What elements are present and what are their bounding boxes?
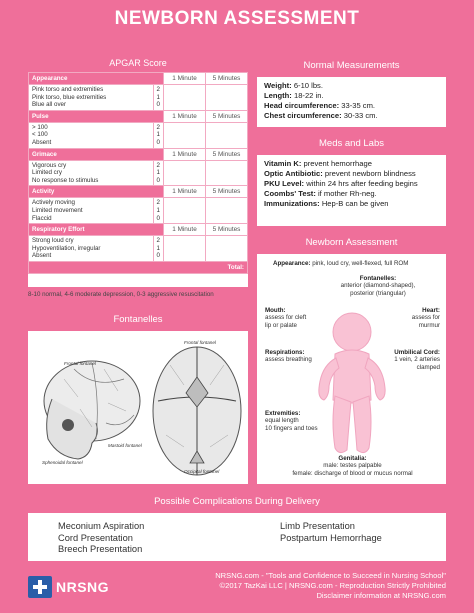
assessment-heading: Newborn Assessment bbox=[257, 232, 446, 254]
apgar-1-minute-score-cell[interactable] bbox=[164, 236, 206, 262]
brand-name: NRSNG bbox=[56, 579, 110, 595]
apgar-note: 8-10 normal, 4-6 moderate depression, 0-3 aggressive resuscitation bbox=[28, 291, 214, 298]
apgar-points: 1 bbox=[156, 93, 160, 101]
apgar-category: Pulse bbox=[29, 110, 164, 122]
apgar-points: 2 bbox=[156, 123, 160, 131]
apgar-category: Respiratory Effort bbox=[29, 224, 164, 236]
apgar-criterion: Absent bbox=[32, 252, 52, 260]
apgar-points: 0 bbox=[156, 138, 160, 146]
complications-heading: Possible Complications During Delivery bbox=[28, 491, 446, 513]
appearance-text: Appearance: pink, loud cry, well-flexed, full ROM bbox=[273, 260, 409, 267]
apgar-5-minutes-score-cell[interactable] bbox=[206, 85, 248, 111]
apgar-col-5-minutes: 5 Minutes bbox=[206, 186, 248, 198]
apgar-heading: APGAR Score bbox=[28, 55, 248, 72]
apgar-total-label: Total: bbox=[29, 261, 248, 273]
footer-line-3: Disclaimer information at NRSNG.com bbox=[316, 591, 446, 600]
footer-line-1: NRSNG.com - "Tools and Confidence to Succeed in Nursing School" bbox=[215, 571, 446, 580]
fontanelles-heading: Fontanelles bbox=[28, 309, 248, 331]
mastoid-fontanel-label: Mastoid fontanel bbox=[108, 443, 142, 448]
measurements-heading: Normal Measurements bbox=[257, 55, 446, 77]
page-title: NEWBORN ASSESSMENT bbox=[114, 8, 360, 29]
measurements-row: Head circumference: 33-35 cm. bbox=[264, 101, 376, 110]
apgar-criterion: Vigorous cry bbox=[32, 161, 67, 169]
complication-item: Limb Presentation bbox=[280, 521, 355, 531]
fontanelles-text: Fontanelles: anterior (diamond-shaped), posterior (triangular) bbox=[340, 275, 416, 297]
apgar-col-5-minutes: 5 Minutes bbox=[206, 110, 248, 122]
meds-list bbox=[257, 155, 446, 213]
measurements-panel bbox=[257, 55, 446, 127]
meds-row: Immunizations: Hep-B can be given bbox=[264, 199, 389, 208]
apgar-1-minute-score-cell[interactable] bbox=[164, 160, 206, 186]
apgar-category: Activity bbox=[29, 186, 164, 198]
complication-item: Cord Presentation bbox=[58, 532, 133, 543]
apgar-points-cell bbox=[153, 236, 163, 262]
apgar-points: 0 bbox=[156, 252, 160, 260]
complication-item: Postpartum Hemorrhage bbox=[280, 532, 382, 543]
footer-text bbox=[162, 571, 446, 601]
complication-item: Breech Presentation bbox=[58, 544, 143, 554]
apgar-criterion: Actively moving bbox=[32, 199, 75, 207]
apgar-col-5-minutes: 5 Minutes bbox=[206, 224, 248, 236]
apgar-col-1-minute: 1 Minute bbox=[164, 110, 206, 122]
apgar-criterion: Limited movement bbox=[32, 206, 83, 214]
measurements-row: Length: 18-22 in. bbox=[264, 91, 324, 100]
apgar-category: Appearance bbox=[29, 73, 164, 85]
apgar-col-5-minutes: 5 Minutes bbox=[206, 148, 248, 160]
extremities-text: Extremities: equal length 10 fingers and toes bbox=[265, 410, 318, 432]
mouth-text: Mouth: assess for cleft lip or palate bbox=[265, 307, 307, 329]
apgar-points-cell bbox=[153, 85, 163, 111]
meds-row: Optic Antibiotic: prevent newborn blindness bbox=[264, 169, 416, 178]
apgar-criterion: Strong loud cry bbox=[32, 237, 74, 245]
apgar-criterion: Flaccid bbox=[32, 214, 52, 222]
plus-icon bbox=[28, 576, 52, 598]
apgar-points: 2 bbox=[156, 199, 160, 207]
apgar-points: 0 bbox=[156, 214, 160, 222]
apgar-criterion: Hypoventilation, irregular bbox=[32, 244, 101, 252]
apgar-points: 0 bbox=[156, 176, 160, 184]
apgar-points: 1 bbox=[156, 244, 160, 252]
measurements-row: Chest circumference: 30-33 cm. bbox=[264, 111, 378, 120]
apgar-points: 1 bbox=[156, 131, 160, 139]
meds-row: PKU Level: within 24 hrs after feeding begins bbox=[264, 179, 418, 188]
footer-line-2: ©2017 TazKai LLC | NRSNG.com - Reproduction Strictly Prohibited bbox=[219, 581, 446, 590]
meds-row: Coombs' Test: if mother Rh-neg. bbox=[264, 189, 377, 198]
apgar-1-minute-score-cell[interactable] bbox=[164, 198, 206, 224]
frontal-fontanel-side-label: Frontal fontanel bbox=[64, 361, 96, 366]
apgar-criterion: Limited cry bbox=[32, 169, 62, 177]
apgar-criteria-cell bbox=[29, 160, 154, 186]
apgar-5-minutes-score-cell[interactable] bbox=[206, 198, 248, 224]
apgar-criterion: > 100 bbox=[32, 123, 48, 131]
complications-panel bbox=[28, 491, 446, 561]
apgar-criterion: Pink torso and extremities bbox=[32, 86, 104, 93]
genitalia-text: Genitalia: male: testes palpable female: discharge of blood or mucus normal bbox=[292, 455, 413, 477]
apgar-criteria-cell bbox=[29, 85, 154, 111]
apgar-col-1-minute: 1 Minute bbox=[164, 224, 206, 236]
measurements-row: Weight: 6-10 lbs. bbox=[264, 81, 323, 90]
apgar-category: Grimace bbox=[29, 148, 164, 160]
meds-panel bbox=[257, 133, 446, 226]
frontal-fontanel-top-label: Frontal fontanel bbox=[184, 340, 216, 345]
complications-left-list bbox=[58, 521, 144, 556]
baby-figure-illustration bbox=[309, 310, 395, 460]
apgar-points: 0 bbox=[156, 101, 160, 109]
apgar-points: 1 bbox=[156, 169, 160, 177]
apgar-criterion: No response to stimulus bbox=[32, 176, 99, 184]
apgar-table bbox=[28, 72, 248, 274]
apgar-criteria-cell bbox=[29, 198, 154, 224]
skull-top-illustration bbox=[148, 335, 246, 481]
measurements-list bbox=[257, 77, 446, 125]
apgar-col-1-minute: 1 Minute bbox=[164, 73, 206, 85]
apgar-col-1-minute: 1 Minute bbox=[164, 148, 206, 160]
apgar-points: 1 bbox=[156, 206, 160, 214]
apgar-criterion: Blue all over bbox=[32, 101, 67, 109]
apgar-5-minutes-score-cell[interactable] bbox=[206, 122, 248, 148]
meds-heading: Meds and Labs bbox=[257, 133, 446, 155]
apgar-5-minutes-score-cell[interactable] bbox=[206, 160, 248, 186]
apgar-panel bbox=[28, 55, 248, 287]
apgar-1-minute-score-cell[interactable] bbox=[164, 85, 206, 111]
apgar-points: 2 bbox=[156, 237, 160, 245]
apgar-points-cell bbox=[153, 160, 163, 186]
apgar-col-5-minutes: 5 Minutes bbox=[206, 73, 248, 85]
apgar-points: 2 bbox=[156, 86, 160, 93]
brand-logo[interactable] bbox=[28, 576, 109, 598]
sphenoidal-fontanel-label: Sphenoidal fontanel bbox=[42, 460, 83, 465]
apgar-points: 2 bbox=[156, 161, 160, 169]
apgar-criterion: < 100 bbox=[32, 131, 48, 139]
apgar-criterion: Absent bbox=[32, 138, 52, 146]
apgar-criteria-cell bbox=[29, 236, 154, 262]
apgar-points-cell bbox=[153, 198, 163, 224]
occipital-fontanel-label: Occipital fontanel bbox=[184, 469, 220, 474]
apgar-criterion: Pink torso, blue extremities bbox=[32, 93, 107, 101]
meds-row: Vitamin K: prevent hemorrhage bbox=[264, 159, 372, 168]
umbilical-cord-text: Umbilical Cord: 1 vein, 2 arteries clamped bbox=[394, 349, 440, 371]
assessment-panel bbox=[257, 232, 446, 484]
respirations-text: Respirations: assess breathing bbox=[265, 349, 312, 364]
complication-item: Meconium Aspiration bbox=[58, 521, 145, 531]
heart-text: Heart: assess for murmur bbox=[411, 307, 440, 329]
apgar-points-cell bbox=[153, 122, 163, 148]
apgar-1-minute-score-cell[interactable] bbox=[164, 122, 206, 148]
apgar-col-1-minute: 1 Minute bbox=[164, 186, 206, 198]
fontanelles-panel bbox=[28, 309, 248, 484]
apgar-criteria-cell bbox=[29, 122, 154, 148]
apgar-5-minutes-score-cell[interactable] bbox=[206, 236, 248, 262]
complications-right-list bbox=[280, 521, 382, 544]
